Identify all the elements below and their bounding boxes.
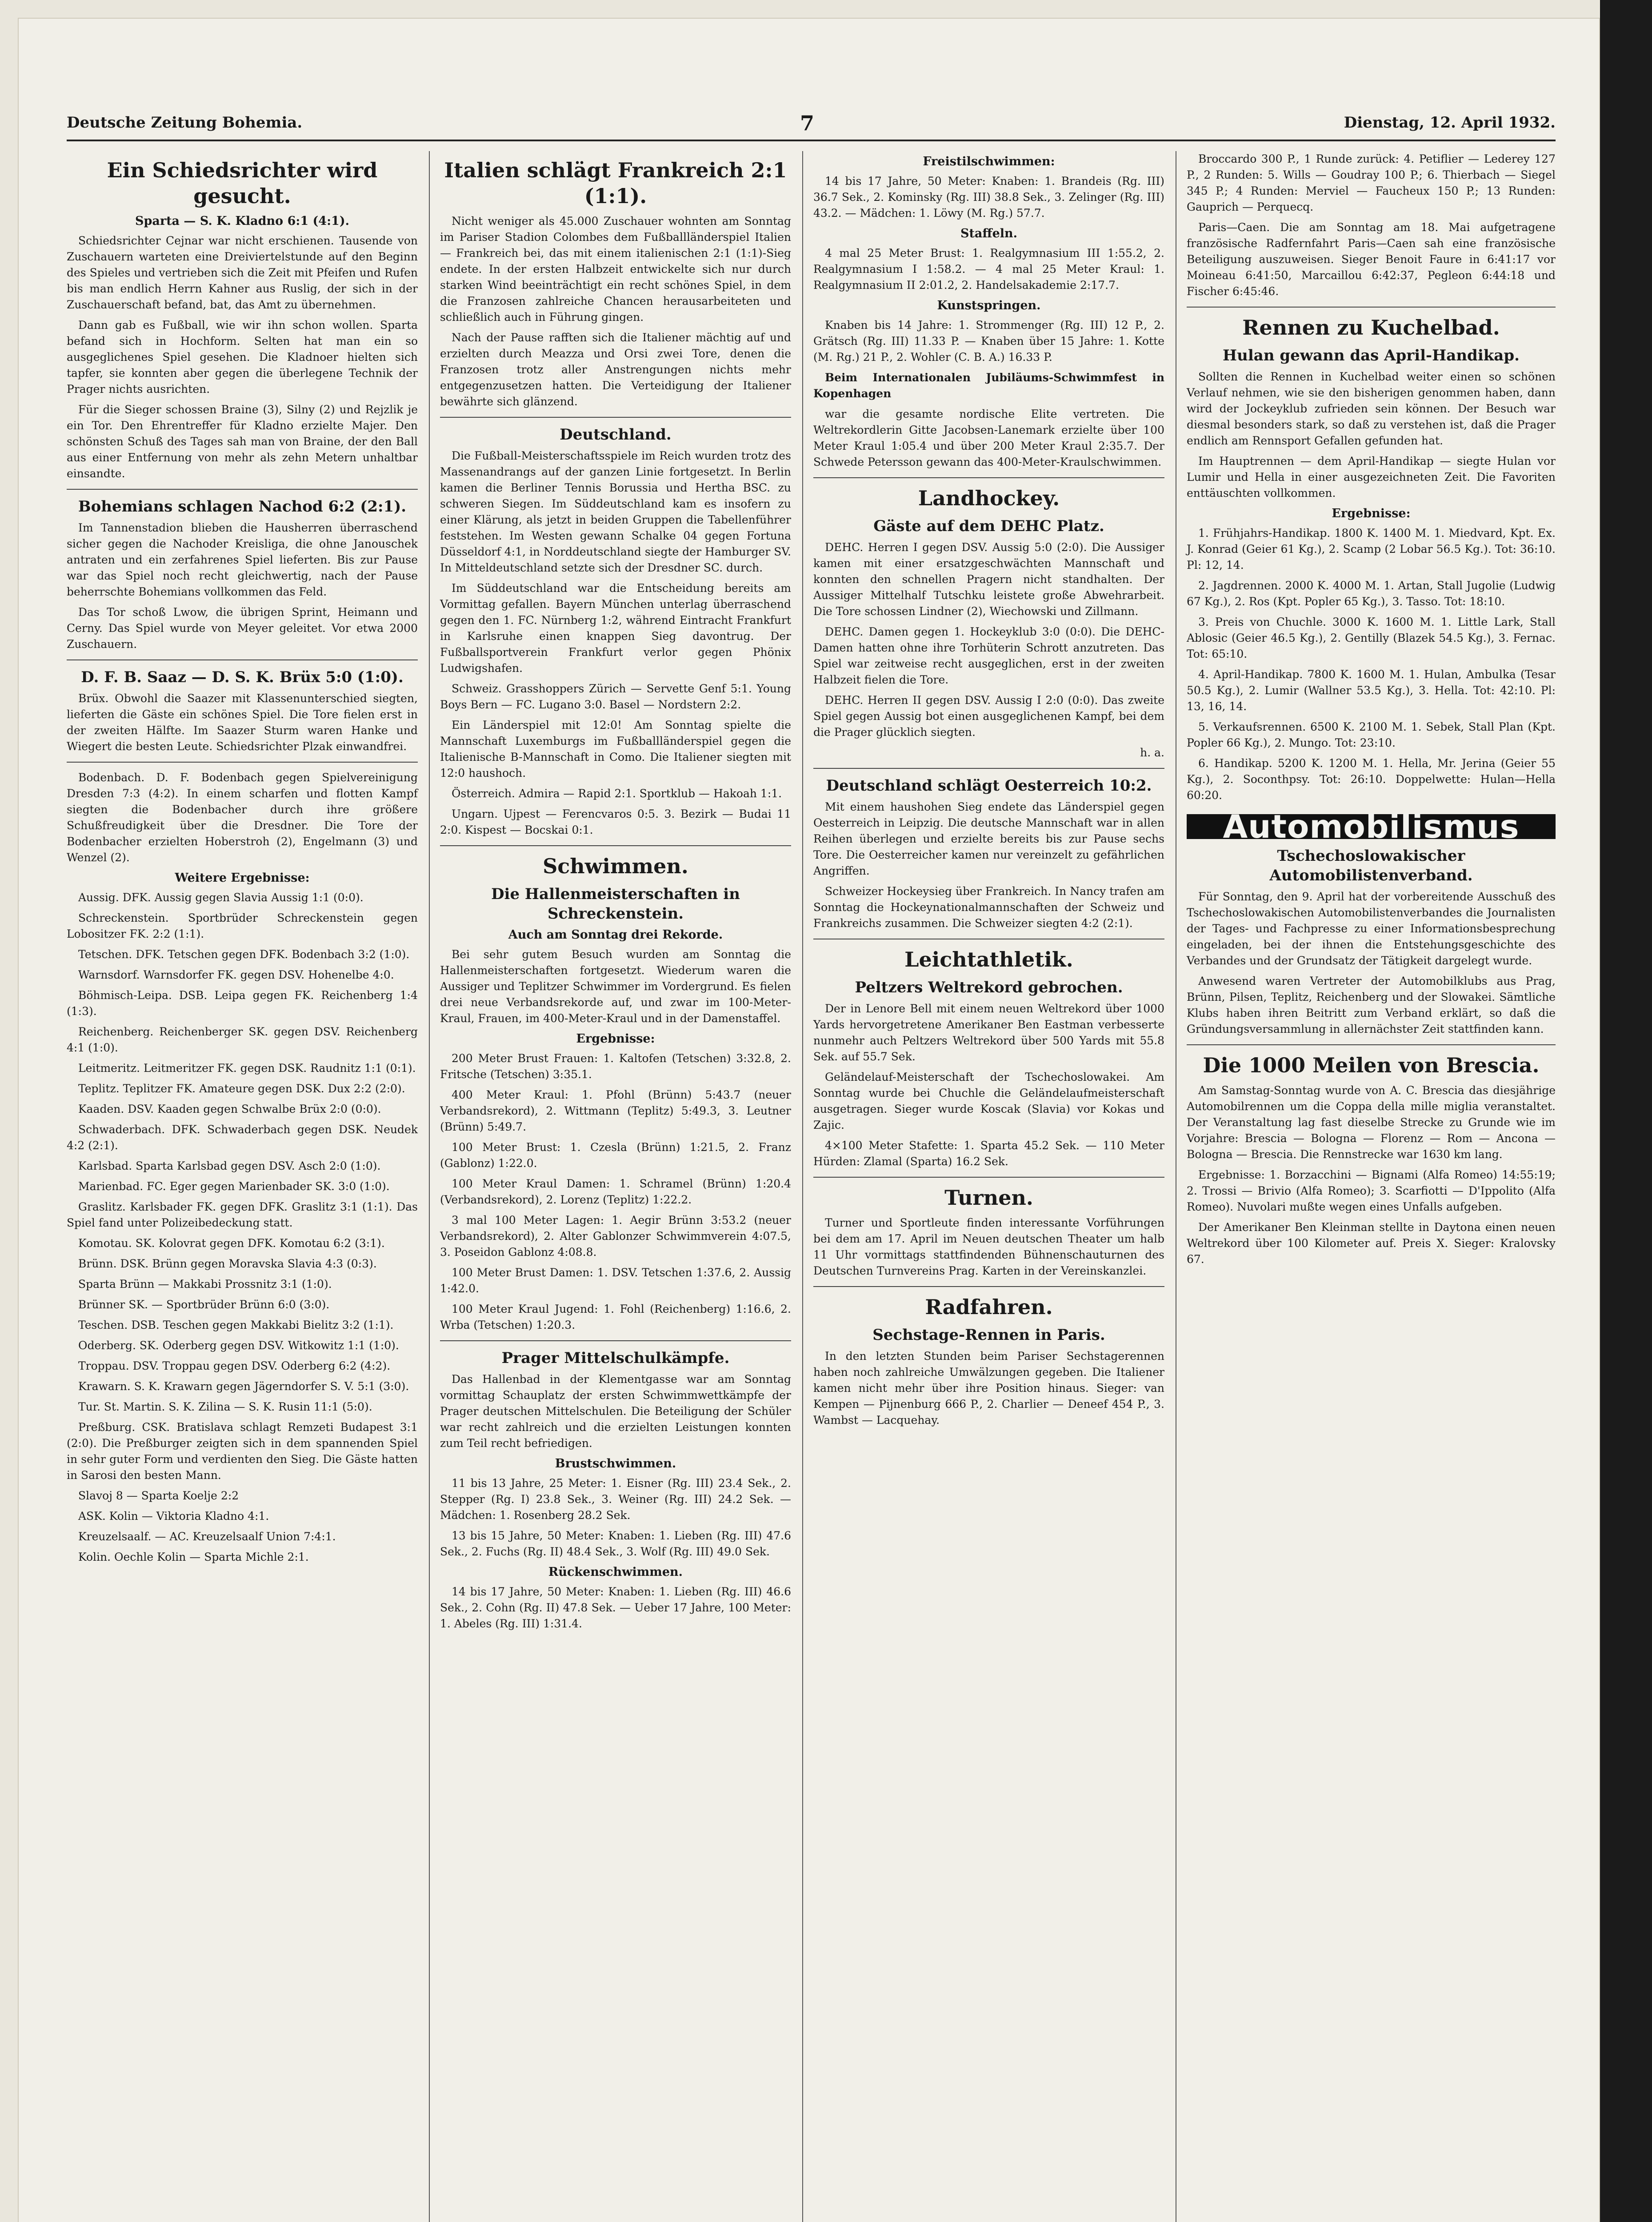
divider: [67, 659, 418, 660]
column-4: [1187, 151, 1556, 1272]
paragraph: Für Sonntag, den 9. April hat der vorbereitende Ausschuß des Tschechoslowakischen Automobilistenverbandes die Journalisten der Tages- und Fachpresse zu einer Informationsbesprechung eingeladen, bei der ihnen die Entstehungsgeschichte des Verbandes und der Grundsatz der Tätigkeit dargelegt wurde.: [1187, 890, 1556, 967]
paragraph: Schiedsrichter Cejnar war nicht erschienen. Tausende von Zuschauern warteten eine Dreiviertelstunde auf den Beginn des Spieles und vertrieben sich die Zeit mit Pfeifen und Rufen bis man endlich Herrn Kahner aus Ruslig, der sich in der Zuschauerschaft befand, bat, das Amt zu übernehmen.: [67, 234, 418, 311]
paragraph: Nach der Pause rafften sich die Italiener mächtig auf und erzielten durch Meazza und Orsi zwei Tore, denen die Franzosen trotz aller Anstrengungen nichts mehr entgegenzusetzen hatten. Die Verteidigung der Italiener bewährte sich glänzend.: [440, 331, 791, 408]
result-line: Brünner SK. — Sportbrüder Brünn 6:0 (3:0).: [78, 1298, 330, 1311]
results-title: Weitere Ergebnisse:: [175, 871, 310, 885]
result-line: Brünn. DSK. Brünn gegen Moravska Slavia 4:3 (0:3).: [78, 1257, 377, 1270]
results-title: Ergebnisse:: [1332, 507, 1411, 520]
result-line: Slavoj 8 — Sparta Koelje 2:2: [78, 1489, 239, 1502]
paragraph: Schweiz. Grasshoppers Zürich — Servette Genf 5:1. Young Boys Bern — FC. Lugano 3:0. Basel — Nordstern 2:2.: [440, 682, 791, 711]
paragraph: Am Samstag-Sonntag wurde von A. C. Brescia das diesjährige Automobilrennen um die Coppa della mille miglia veranstaltet. Der Veranstaltung lag fast dieselbe Strecke zu Grunde wie im Vorjahre: Brescia — Bologna — Florenz — Rom — Ancona — Bologna — Brescia. Die Rennstrecke war 1630 km lang.: [1187, 1084, 1556, 1161]
paragraph: 4×100 Meter Stafette: 1. Sparta 45.2 Sek. — 110 Meter Hürden: Zlamal (Sparta) 16.2 Sek.: [813, 1139, 1164, 1168]
result-line: 100 Meter Kraul Jugend: 1. Fohl (Reichenberg) 1:16.6, 2. Wrba (Tetschen) 1:20.3.: [440, 1303, 791, 1331]
result-line: Leitmeritz. Leitmeritzer FK. gegen DSK. Raudnitz 1:1 (0:1).: [78, 1062, 416, 1075]
result-line: Reichenberg. Reichenberger SK. gegen DSV. Reichenberg 4:1 (1:0).: [67, 1025, 418, 1054]
headline: Bohemians schlagen Nachod 6:2 (2:1).: [78, 498, 407, 516]
paragraph: war die gesamte nordische Elite vertreten. Die Weltrekordlerin Gitte Jacobsen-Lanemark erzielte über 100 Meter Kraul 1:05.4 und über 200 Meter Kraul 2:35.7. Der Schwede Petersson gewann das 400-Meter-Kraulschwimmen.: [813, 408, 1164, 468]
subheading: Staffeln.: [960, 227, 1018, 240]
paragraph: Im Hauptrennen — dem April-Handikap — siegte Hulan vor Lumir und Hella in einer ausgezeichneten Zeit. Die Favoriten enttäuschten vollkommen.: [1187, 455, 1556, 500]
headline: Deutschland schlägt Oesterreich 10:2.: [826, 777, 1152, 795]
divider: [813, 1286, 1164, 1287]
divider: [440, 845, 791, 846]
paragraph: Geländelauf-Meisterschaft der Tschechoslowakei. Am Sonntag wurde bei Chuchle die Geländelaufmeisterschaft ausgetragen. Sieger wurde Koscak (Slavia) vor Kokas und Zajic.: [813, 1071, 1164, 1131]
headline: Tschechoslowakischer Automobilistenverband.: [1269, 847, 1473, 884]
result-line: Troppau. DSV. Troppau gegen DSV. Oderberg 6:2 (4:2).: [78, 1359, 391, 1372]
paragraph: Die Fußball-Meisterschaftsspiele im Reich wurden trotz des Massenandrangs auf der ganzen Linie fortgesetzt. In Berlin kamen die Berliner Tennis Borussia und Hertha BSC. zu schweren Siegen. Im Süddeutschland kam es insofern zu einer Klärung, als jetzt in beiden Gruppen die Tabellenführer feststehen. Im Westen gewann Schalke 04 gegen Fortuna Düsseldorf 4:1, in Norddeutschland siegte der Hamburger SV. In Mitteldeutschland setzte sich der Dresdner SC. durch.: [440, 449, 791, 574]
result-line: Böhmisch-Leipa. DSB. Leipa gegen FK. Reichenberg 1:4 (1:3).: [67, 989, 418, 1018]
paragraph: Broccardo 300 P., 1 Runde zurück: 4. Petiflier — Lederey 127 P., 2 Runden: 5. Wills — Goudray 100 P.; 6. Thierbach — Siegel 345 P.; 4 Runden: Merviel — Faucheux 150 P.; 13 Runden: Gauprich — Perquecq.: [1187, 152, 1556, 213]
section-heading: Turnen.: [944, 1186, 1033, 1210]
result-line: Schreckenstein. Sportbrüder Schreckenstein gegen Lobositzer FK. 2:2 (1:1).: [67, 911, 418, 940]
headline: Ein Schiedsrichter wird gesucht.: [107, 158, 378, 208]
paragraph: Bei sehr gutem Besuch wurden am Sonntag die Hallenmeisterschaften fortgesetzt. Wiederum waren die Aussiger und Teplitzer Schwimmer im Vordergrund. Es fielen drei neue Verbandsrekorde auf, und zwar im 100-Meter-Kraul, Frauen, im 400-Meter-Kraul und in der Damenstaffel.: [440, 948, 791, 1025]
paragraph: Ein Länderspiel mit 12:0! Am Sonntag spielte die Mannschaft Luxemburgs im Fußballländerspiel gegen die Italienische B-Mannschaft in Como. Die Italiener siegten mit 12:0 haushoch.: [440, 719, 791, 779]
paragraph: 4 mal 25 Meter Brust: 1. Realgymnasium III 1:55.2, 2. Realgymnasium I 1:58.2. — 4 mal 25 Meter Kraul: 1. Realgymnasium II 2:01.2, 2. Handelsakademie 2:17.7.: [813, 247, 1164, 292]
paragraph: Knaben bis 14 Jahre: 1. Strommenger (Rg. III) 12 P., 2. Grätsch (Rg. III) 11.33 P. — Knaben über 15 Jahre: 1. Kotte (M. Rg.) 21 P., 2. Wohler (C. B. A.) 16.33 P.: [813, 319, 1164, 364]
paragraph: Paris—Caen. Die am Sonntag am 18. Mai aufgetragene französische Radfernfahrt Paris—Caen sah eine französische Beteiligung auszuweisen. Sieger Benoit Faure in 6:41:17 vor Moineau 6:41:50, Marcaillou 6:42:37, Pegleon 6:44:18 und Fischer 6:45:46.: [1187, 221, 1556, 298]
result-line: Marienbad. FC. Eger gegen Marienbader SK. 3:0 (1:0).: [78, 1180, 390, 1193]
column-3: [813, 151, 1164, 1433]
results-list: [440, 1051, 791, 1333]
paragraph: Turner und Sportleute finden interessante Vorführungen bei dem am 17. April im Neuen deutschen Theater um halb 11 Uhr vormittags stattfindenden Bühnenschauturnen des Deutschen Turnvereins Prag. Karten in der Vereinskanzlei.: [813, 1216, 1164, 1277]
author-signature: h. a.: [1140, 746, 1164, 759]
result-line: ASK. Kolin — Viktoria Kladno 4:1.: [78, 1510, 269, 1523]
paragraph: Brüx. Obwohl die Saazer mit Klassenunterschied siegten, lieferten die Gäste ein schönes Spiel. Die Tore fielen erst in der zweiten Hälfte. Im Saazer Sturm waren Hanke und Wiegert die besten Leute. Schiedsrichter Plzak einwandfrei.: [67, 692, 418, 753]
result-line: Teschen. DSB. Teschen gegen Makkabi Bielitz 3:2 (1:1).: [78, 1319, 394, 1331]
headline: Italien schlägt Frankreich 2:1 (1:1).: [444, 158, 787, 208]
results-list: [1187, 525, 1556, 803]
result-line: 3 mal 100 Meter Lagen: 1. Aegir Brünn 3:53.2 (neuer Verbandsrekord), 2. Alter Gablonzer Schwimmverein 4:07.5, 3. Poseidon Gablonz 4:08.8.: [440, 1214, 791, 1259]
results-list: [67, 1488, 418, 1565]
subheading: Freistilschwimmen:: [923, 155, 1055, 168]
headline: Prager Mittelschulkämpfe.: [501, 1349, 730, 1367]
paragraph: DEHC. Herren II gegen DSV. Aussig I 2:0 (0:0). Das zweite Spiel gegen Aussig bot einen ausgeglichenen Kampf, bei dem die Prager glücklich siegten.: [813, 694, 1164, 739]
result-line: 200 Meter Brust Frauen: 1. Kaltofen (Tetschen) 3:32.8, 2. Fritsche (Tetschen) 3:35.1.: [440, 1052, 791, 1081]
divider: [813, 768, 1164, 769]
result-line: Kreuzelsaalf. — AC. Kreuzelsaalf Union 7:4:1.: [78, 1530, 336, 1543]
section-heading: Radfahren.: [925, 1295, 1053, 1319]
headline: Peltzers Weltrekord gebrochen.: [855, 979, 1123, 996]
paragraph: 14 bis 17 Jahre, 50 Meter: Knaben: 1. Lieben (Rg. III) 46.6 Sek., 2. Cohn (Rg. II) 47.8 Sek. — Ueber 17 Jahre, 100 Meter: 1. Abeles (Rg. III) 1:31.4.: [440, 1585, 791, 1630]
issue-date: Dienstag, 12. April 1932.: [1344, 114, 1556, 132]
paragraph: Im Tannenstadion blieben die Hausherren überraschend sicher gegen die Nachoder Kreisliga, die ohne Janouschek antraten und ein zerfahrenes Spiel lieferten. Bis zur Pause war das Spiel noch recht gleichwertig, nach der Pause beherrschte Bohemians vollkommen das Feld.: [67, 521, 418, 598]
headline: Sechstage-Rennen in Paris.: [872, 1326, 1105, 1344]
section-heading: Leichtathletik.: [904, 947, 1073, 971]
divider: [813, 1177, 1164, 1178]
match-line: Sparta — S. K. Kladno 6:1 (4:1).: [135, 214, 350, 228]
result-line: Kaaden. DSV. Kaaden gegen Schwalbe Brüx 2:0 (0:0).: [78, 1103, 381, 1115]
column-rule: [802, 151, 803, 2222]
page-number: 7: [800, 111, 815, 135]
paragraph: Im Süddeutschland war die Entscheidung bereits am Vormittag gefallen. Bayern München unterlag überraschend gegen den 1. FC. Nürnberg 1:2, während Eintracht Frankfurt in Karlsruhe einen knappen Sieg davontrug. Der Fußballsportverein Frankfurt verlor gegen Phönix Ludwigshafen.: [440, 582, 791, 675]
masthead: Deutsche Zeitung Bohemia.: [67, 114, 303, 132]
subheading: Rückenschwimmen.: [548, 1565, 683, 1579]
paragraph: Sollten die Rennen in Kuchelbad weiter einen so schönen Verlauf nehmen, wie sie den bisherigen genommen haben, dann wird der Jockeyklub zufrieden sein können. Der Besuch war diesmal besonders stark, so daß zu verstehen ist, daß die Prager endlich am Rennsport Gefallen gefunden hat.: [1187, 370, 1556, 447]
results-list: [67, 890, 418, 1415]
paragraph: Österreich. Admira — Rapid 2:1. Sportklub — Hakoah 1:1.: [452, 787, 782, 800]
result-line: 100 Meter Brust: 1. Czesla (Brünn) 1:21.5, 2. Franz (Gablonz) 1:22.0.: [440, 1141, 791, 1170]
paragraph: Anwesend waren Vertreter der Automobilklubs aus Prag, Brünn, Pilsen, Teplitz, Reichenberg und der Slowakei. Sämtliche Klubs haben ihren Beitritt zum Verband erklärt, so daß die Gründungsversammlung in allernächster Zeit stattfinden kann.: [1187, 975, 1556, 1035]
section-heading: Rennen zu Kuchelbad.: [1242, 316, 1500, 340]
column-2: [440, 151, 791, 1636]
result-line: Teplitz. Teplitzer FK. Amateure gegen DSK. Dux 2:2 (2:0).: [78, 1082, 405, 1095]
result-line: 100 Meter Brust Damen: 1. DSV. Tetschen 1:37.6, 2. Aussig 1:42.0.: [440, 1266, 791, 1295]
headline: Die Hallenmeisterschaften in Schreckenstein.: [491, 885, 740, 923]
paragraph: Bodenbach. D. F. Bodenbach gegen Spielvereinigung Dresden 7:3 (4:2). In einem scharfen und flotten Kampf siegten die Bodenbacher durch ihre größere Schußfreudigkeit über die Dresdner. Die Tore der Bodenbacher erzielten Hoberstroh (2), Engelmann (3) und Wenzel (2).: [67, 771, 418, 864]
divider: [440, 1340, 791, 1341]
page-header: [67, 111, 1556, 141]
paragraph: DEHC. Herren I gegen DSV. Aussig 5:0 (2:0). Die Aussiger kamen mit einer ersatzgeschwächten Mannschaft und konnten den schnellen Pragern nicht standhalten. Der Aussiger Mittelhalf Tutschku leistete große Abwehrarbeit. Die Tore schossen Lindner (2), Wiechowski und Zillmann.: [813, 541, 1164, 618]
headline: Die 1000 Meilen von Brescia.: [1203, 1053, 1540, 1077]
divider: [1187, 1044, 1556, 1045]
paragraph: Für die Sieger schossen Braine (3), Silny (2) und Rejzlik je ein Tor. Den Ehrentreffer für Kladno erzielte Majer. Den schönsten Schuß des Tages sah man von Braine, der den Ball aus einer Entfernung von mehr als zehn Metern unhaltbar einsandte.: [67, 403, 418, 480]
paragraph: Nicht weniger als 45.000 Zuschauer wohnten am Sonntag im Pariser Stadion Colombes dem Fußballländerspiel Italien — Frankreich bei, das mit einem italienischen 2:1 (1:1)-Sieg endete. In der ersten Halbzeit entwickelte sich nur durch starken Wind beeinträchtigt ein recht schönes Spiel, in dem die Franzosen zahlreiche Chancen herausarbeiteten und schließlich auch in Führung gingen.: [440, 215, 791, 324]
divider: [440, 417, 791, 418]
result-line: 6. Handikap. 5200 K. 1200 M. 1. Hella, Mr. Jerina (Geier 55 Kg.), 2. Soconthpsy. Tot: 26:10. Doppelwette: Hulan—Hella 60:20.: [1187, 757, 1556, 802]
result-line: Komotau. SK. Kolovrat gegen DFK. Komotau 6:2 (3:1).: [78, 1237, 385, 1250]
results-title: Ergebnisse:: [576, 1032, 655, 1046]
paragraph: Der Amerikaner Ben Kleinman stellte in Daytona einen neuen Weltrekord über 100 Kilometer auf. Preis X. Sieger: Kralovsky 67.: [1187, 1221, 1556, 1266]
paragraph: Ergebnisse: 1. Borzacchini — Bignami (Alfa Romeo) 14:55:19; 2. Trossi — Brivio (Alfa Romeo); 3. Scarfiotti — D'Ippolito (Alfa Romeo). Nuvolari mußte wegen eines Unfalls aufgeben.: [1187, 1168, 1556, 1213]
result-line: 2. Jagdrennen. 2000 K. 4000 M. 1. Artan, Stall Jugolie (Ludwig 67 Kg.), 2. Ros (Kpt. Popler 65 Kg.), 3. Tasso. Tot: 18:10.: [1187, 579, 1556, 608]
paragraph: Schweizer Hockeysieg über Frankreich. In Nancy trafen am Sonntag die Hockeynationalmannschaften der Schweiz und Frankreichs zusammen. Die Schweizer siegten 4:2 (2:1).: [813, 885, 1164, 930]
section-banner: Automobilismus: [1187, 814, 1556, 839]
paragraph: Mit einem haushohen Sieg endete das Länderspiel gegen Oesterreich in Leipzig. Die deutsche Mannschaft war in allen Reihen überlegen und erzielte bereits bis zur Pause sechs Tore. Die Oesterreicher kamen nur vereinzelt zu gefährlichen Angriffen.: [813, 800, 1164, 877]
result-line: 5. Verkaufsrennen. 6500 K. 2100 M. 1. Sebek, Stall Plan (Kpt. Popler 66 Kg.), 2. Mungo. Tot: 23:10.: [1187, 720, 1556, 749]
subheading: Auch am Sonntag drei Rekorde.: [508, 928, 723, 942]
scan-edge: [1600, 0, 1652, 2222]
section-heading: Landhockey.: [918, 486, 1060, 510]
paragraph: Das Tor schoß Lwow, die übrigen Sprint, Heimann und Cerny. Das Spiel wurde von Meyer geleitet. Vor etwa 2000 Zuschauern.: [67, 606, 418, 651]
paragraph: 13 bis 15 Jahre, 50 Meter: Knaben: 1. Lieben (Rg. III) 47.6 Sek., 2. Fuchs (Rg. II) 48.4 Sek., 3. Wolf (Rg. III) 49.0 Sek.: [440, 1529, 791, 1558]
paragraph-lead: Beim Internationalen Jubiläums-Schwimmfest in Kopenhagen: [813, 371, 1164, 400]
section-heading: Schwimmen.: [543, 854, 688, 878]
paragraph: Preßburg. CSK. Bratislava schlagt Remzeti Budapest 3:1 (2:0). Die Preßburger zeigten sich in dem spannenden Spiel in sehr guter Form und verdienten den Sieg. Die Gäste hatten in Sarosi den besten Mann.: [67, 1421, 418, 1482]
paragraph: In den letzten Stunden beim Pariser Sechstagerennen haben noch zahlreiche Umwälzungen gegeben. Die Italiener kamen nicht mehr über ihre Position hinaus. Sieger: van Kempen — Pijnenburg 666 P., 2. Charlier — Deneef 454 P., 3. Wambst — Lacquehay.: [813, 1350, 1164, 1427]
result-line: 400 Meter Kraul: 1. Pfohl (Brünn) 5:43.7 (neuer Verbandsrekord), 2. Wittmann (Teplitz) 5:49.3, 3. Leutner (Brünn) 5:49.7.: [440, 1088, 791, 1133]
paragraph: DEHC. Damen gegen 1. Hockeyklub 3:0 (0:0). Die DEHC-Damen hatten ohne ihre Torhüterin Schrott anzutreten. Das Spiel war zeitweise recht ausgeglichen, erst in der zweiten Halbzeit fielen die Tore.: [813, 625, 1164, 686]
section-heading: Deutschland.: [560, 426, 672, 444]
result-line: Kolin. Oechle Kolin — Sparta Michle 2:1.: [78, 1551, 309, 1563]
result-line: Karlsbad. Sparta Karlsbad gegen DSV. Asch 2:0 (1:0).: [78, 1159, 381, 1172]
result-line: 1. Frühjahrs-Handikap. 1800 K. 1400 M. 1. Miedvard, Kpt. Ex. J. Konrad (Geier 61 Kg.), 2. Scamp (2 Lobar 56.5 Kg.). Tot: 36:10. Pl: 12, 14.: [1187, 527, 1556, 571]
paragraph: Ungarn. Ujpest — Ferencvaros 0:5. 3. Bezirk — Budai 11 2:0. Kispest — Bocskai 0:1.: [440, 807, 791, 836]
divider: [67, 489, 418, 490]
divider: [1187, 307, 1556, 308]
result-line: Oderberg. SK. Oderberg gegen DSV. Witkowitz 1:1 (1:0).: [78, 1339, 399, 1352]
divider: [813, 477, 1164, 478]
result-line: Aussig. DFK. Aussig gegen Slavia Aussig 1:1 (0:0).: [78, 891, 364, 904]
result-line: Schwaderbach. DFK. Schwaderbach gegen DSK. Neudek 4:2 (2:1).: [67, 1123, 418, 1152]
headline: Gäste auf dem DEHC Platz.: [873, 517, 1104, 535]
result-line: Tetschen. DFK. Tetschen gegen DFK. Bodenbach 3:2 (1:0).: [78, 948, 410, 961]
result-line: 100 Meter Kraul Damen: 1. Schramel (Brünn) 1:20.4 (Verbandsrekord), 2. Lorenz (Teplitz) 1:22.2.: [440, 1177, 791, 1206]
subheading: Brustschwimmen.: [555, 1457, 676, 1471]
result-line: Warnsdorf. Warnsdorfer FK. gegen DSV. Hohenelbe 4:0.: [78, 968, 394, 981]
paragraph: Dann gab es Fußball, wie wir ihn schon wollen. Sparta befand sich in Hochform. Selten hat man ein so ausgeglichenes Spiel gesehen. Die Kladnoer hielten sich tapfer, sie konnten aber gegen die überlegene Technik der Prager nichts ausrichten.: [67, 319, 418, 396]
paragraph: Das Hallenbad in der Klementgasse war am Sonntag vormittag Schauplatz der ersten Schwimmwettkämpfe der Prager deutschen Mittelschulen. Die Beteiligung der Schüler war recht zahlreich und die erzielten Leistungen konnten zum Teil recht befriedigen.: [440, 1373, 791, 1450]
paragraph: 11 bis 13 Jahre, 25 Meter: 1. Eisner (Rg. III) 23.4 Sek., 2. Stepper (Rg. I) 23.8 Sek., 3. Weiner (Rg. III) 24.2 Sek. — Mädchen: 1. Rosenberg 28.2 Sek.: [440, 1477, 791, 1522]
result-line: Krawarn. S. K. Krawarn gegen Jägerndorfer S. V. 5:1 (3:0).: [78, 1380, 409, 1393]
result-line: Sparta Brünn — Makkabi Prossnitz 3:1 (1:0).: [78, 1278, 332, 1291]
column-1: [67, 151, 418, 1570]
result-line: Graslitz. Karlsbader FK. gegen DFK. Graslitz 3:1 (1:1). Das Spiel fand unter Polizeibedeckung statt.: [67, 1200, 418, 1229]
result-line: 4. April-Handikap. 7800 K. 1600 M. 1. Hulan, Ambulka (Tesar 50.5 Kg.), 2. Lumir (Wallner 53.5 Kg.), 3. Hella. Tot: 42:10. Pl: 13, 16, 14.: [1187, 668, 1556, 713]
paragraph: 14 bis 17 Jahre, 50 Meter: Knaben: 1. Brandeis (Rg. III) 36.7 Sek., 2. Kominsky (Rg. III) 38.8 Sek., 3. Zelinger (Rg. III) 43.2. — Mädchen: 1. Löwy (M. Rg.) 57.7.: [813, 175, 1164, 220]
result-line: 3. Preis von Chuchle. 3000 K. 1600 M. 1. Little Lark, Stall Ablosic (Geier 46.5 Kg.), 2. Gentilly (Blazek 54.5 Kg.), 3. Fernac. Tot: 65:10.: [1187, 615, 1556, 660]
divider: [67, 762, 418, 763]
paragraph: Der in Lenore Bell mit einem neuen Weltrekord über 1000 Yards hervorgetretene Amerikaner Ben Eastman verbesserte nunmehr auch Peltzers Weltrekord über 500 Yards mit 55.8 Sek. auf 55.7 Sek.: [813, 1002, 1164, 1063]
subheading: Kunstspringen.: [937, 299, 1041, 312]
headline: Hulan gewann das April-Handikap.: [1223, 347, 1520, 364]
result-line: Tur. St. Martin. S. K. Zilina — S. K. Rusin 11:1 (5:0).: [78, 1400, 372, 1413]
column-rule: [429, 151, 430, 2222]
headline: D. F. B. Saaz — D. S. K. Brüx 5:0 (1:0).: [81, 668, 404, 686]
